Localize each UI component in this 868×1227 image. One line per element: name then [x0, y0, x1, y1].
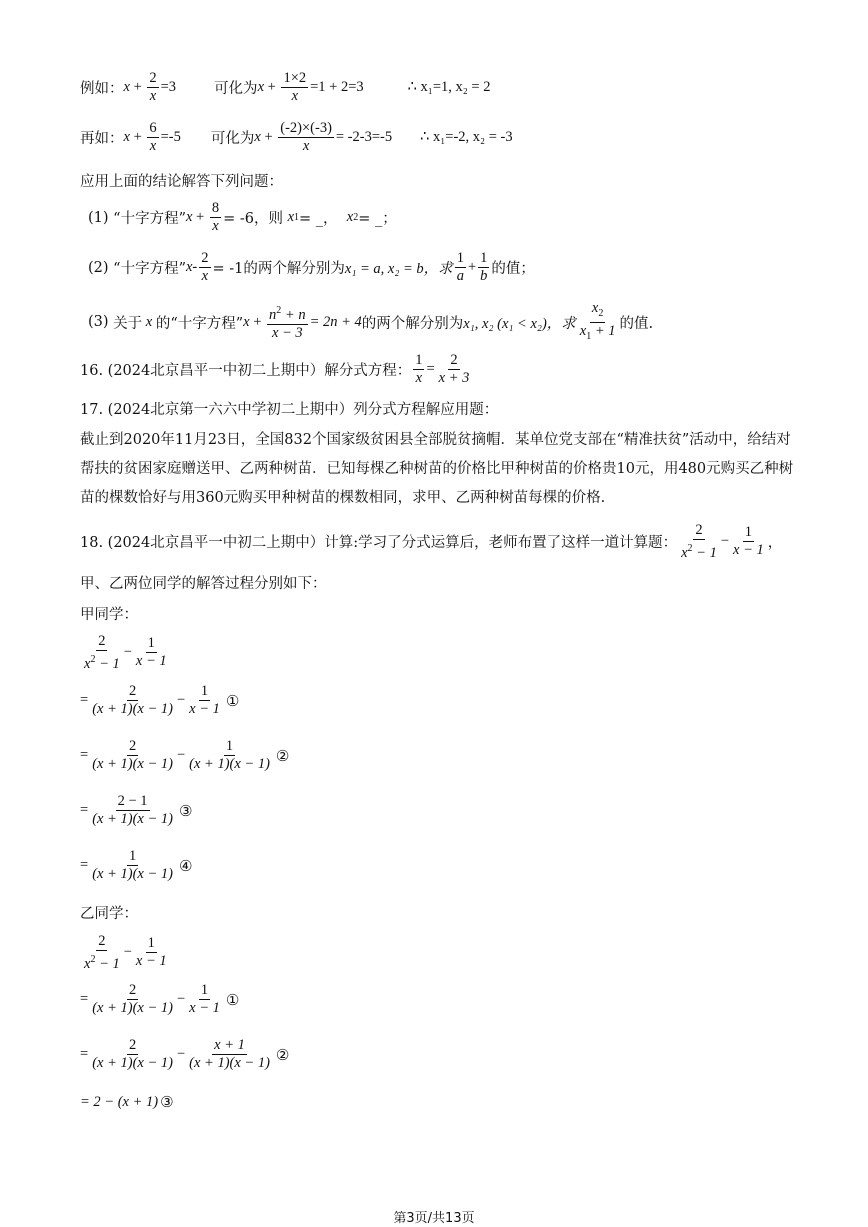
step-marker-4: ④	[178, 856, 193, 875]
question-2: (2) “十字方程” x - $\frac{2}{x}$ = -1的两个解分别为 x₁ = a, x₂ = b，求 1 a + $\frac{1}{b}$ 的值；	[88, 250, 535, 284]
jia-label: 甲同学：	[80, 607, 138, 623]
fraction: $\frac{1}{x - 1}$	[189, 982, 220, 1016]
fraction: $\frac{1\times 2}{x}$	[283, 70, 307, 104]
problem-16-title: 16. (2024北京昌平一中初二上期中）解分式方程：	[80, 363, 412, 379]
yi-step-3-expr: = 2 − (x + 1)	[80, 1093, 159, 1110]
fraction: $\frac{1}{(x + 1)(x - 1)}$	[92, 848, 173, 882]
fraction: $\frac{2}{(x + 1)(x - 1)}$	[92, 982, 173, 1016]
q3-end: 的值.	[619, 315, 654, 332]
yi-label: 乙同学：	[80, 906, 138, 922]
jia-step-2: = $\frac{2}{(x + 1)(x - 1)}$ − $\frac{1}{(x + 1)(x - 1)}$ ②	[80, 738, 290, 772]
q2-solutions: x₁ = a, x₂ = b，求	[344, 261, 453, 277]
example-2-eq: =-5	[160, 129, 181, 145]
q1-x1-blank: = _，	[299, 211, 338, 227]
step-marker-2: ②	[275, 746, 290, 765]
fraction: $\frac{2 - 1}{(x + 1)(x - 1)}$	[92, 793, 173, 827]
intro-text: 应用上面的结论解答下列问题：	[80, 174, 283, 190]
fraction: $\frac{1}{(x + 1)(x - 1)}$	[189, 738, 270, 772]
fraction: $x_2$ $x_1 + 1$	[579, 300, 616, 342]
jia-step-1: = $\frac{2}{(x + 1)(x - 1)}$ − $\frac{1}{x - 1}$ ①	[80, 683, 240, 717]
jia-step-4: = $\frac{1}{(x + 1)(x - 1)}$ ④	[80, 848, 193, 882]
yi-step-2: = $\frac{2}{(x + 1)(x - 1)}$ − $\frac{x + 1}{(x + 1)(x - 1)}$ ②	[80, 1037, 290, 1071]
problem-16: 16. (2024北京昌平一中初二上期中）解分式方程： $\frac{1}{x}$ = $\frac{2}{x + 3}$	[80, 352, 470, 386]
fraction: $\frac{1}{x}$	[415, 352, 423, 386]
q2-number: (2)	[88, 259, 109, 276]
example-1-rhs: =1 + 2=3	[310, 79, 364, 95]
fraction: $\frac{1}{b}$	[480, 250, 488, 284]
fraction: $\frac{(-2)\times(-3)}{x}$	[280, 120, 332, 154]
example-1-eq: =3	[160, 79, 177, 95]
step-marker-3: ③	[160, 1093, 174, 1111]
problem-18-title: 18. (2024北京昌平一中初二上期中）计算:学习了分式运算后，老师布置了这样一道计算题：	[80, 535, 678, 552]
fraction: 1 a	[456, 250, 464, 284]
step-marker-1: ①	[225, 691, 240, 710]
fraction: 2 $x^2 - 1$	[84, 633, 120, 672]
q1-mid: = -6，则	[223, 211, 283, 227]
jia-step-0: 2 $x^2 - 1$ − $\frac{1}{x - 1}$	[84, 633, 167, 672]
fraction: $\frac{n^2 + n}{x - 3}$	[267, 302, 308, 342]
question-1: (1) “十字方程” x + $\frac{8}{x}$ = -6，则 x 1 = _， x 2 = _；	[88, 200, 397, 234]
q1-x2-blank: = _；	[358, 211, 397, 227]
problem-17-body: 截止到2020年11月23日，全国832个国家级贫困县全部脱贫摘帽．某单位党支部在“精准扶贫”活动中，给结对帮扶的贫困家庭赠送甲、乙两种树苗．已知每棵乙种树苗的价格比甲种树苗的价格贵10元，用480元购买乙种树苗的棵数恰好与用360元购买甲种树苗的棵数相同，求甲、乙两种树苗每棵的价格.	[80, 432, 794, 506]
step-marker-2: ②	[275, 1045, 290, 1064]
yi-step-1: = $\frac{2}{(x + 1)(x - 1)}$ − $\frac{1}{x - 1}$ ①	[80, 982, 240, 1016]
q2-end: 的值；	[491, 261, 535, 277]
problem-17-title: 17. (2024北京第一六六中学初二上期中）列分式方程解应用题：	[80, 402, 499, 418]
q1-prefix: “十字方程”	[113, 211, 186, 227]
jia-step-3: = $\frac{2 - 1}{(x + 1)(x - 1)}$ ③	[80, 793, 193, 827]
fraction: 2 $x^2 - 1$	[84, 933, 120, 972]
yi-step-3	[80, 1093, 174, 1111]
q3-rhs: = 2n + 4	[309, 313, 362, 330]
example-1-conv: 可化为	[214, 81, 258, 97]
example-1: 例如： x + $\frac{2}{x}$ =3 可化为 x + $\frac{1\times 2}{x}$ =1 + 2=3 ∴ x₁=1, x₂ = 2	[80, 70, 491, 104]
q3-solutions: x₁, x₂ (x₁ < x₂)，求	[463, 315, 576, 332]
fraction: $\frac{2}{x + 3}$	[438, 352, 470, 386]
fraction: $\frac{1}{x - 1}$	[733, 524, 764, 559]
q2-prefix: “十字方程”	[113, 261, 186, 277]
fraction: $\frac{x + 1}{(x + 1)(x - 1)}$	[189, 1037, 270, 1071]
fraction: $\frac{2}{(x + 1)(x - 1)}$	[92, 1037, 173, 1071]
q3-prefix: 关于	[113, 315, 143, 332]
fraction: $\frac{2}{(x + 1)(x - 1)}$	[92, 738, 173, 772]
q3-prefix2: 的“十字方程”	[155, 315, 244, 332]
step-marker-3: ③	[178, 801, 193, 820]
question-3: (3) 关于 x 的“十字方程” x + $\frac{n^2 + n}{x - 3}$ = 2n + 4 的两个解分别为 x₁, x₂ (x₁ < x₂)，求 $x_2$ $x_1 + 1$ 的值.	[88, 300, 653, 345]
problem-18: 18. (2024北京昌平一中初二上期中）计算:学习了分式运算后，老师布置了这样一道计算题： 2 $x^2 - 1$ − $\frac{1}{x - 1}$ ，	[80, 522, 783, 561]
step-marker-1: ①	[225, 990, 240, 1009]
fraction: 2 $x^2 - 1$	[681, 522, 717, 561]
fraction: $\frac{1}{x - 1}$	[135, 935, 167, 970]
page-footer: 第3页/共13页	[393, 1211, 475, 1226]
fraction: $\frac{6}{x}$	[149, 120, 157, 154]
yi-step-0: 2 $x^2 - 1$ − $\frac{1}{x - 1}$	[84, 933, 167, 972]
example-2-solution: ∴ x₁=-2, x₂ = -3	[420, 129, 513, 145]
q3-mid: 的两个解分别为	[361, 315, 464, 332]
fraction: $\frac{8}{x}$	[211, 200, 220, 234]
example-1-solution: ∴ x₁=1, x₂ = 2	[407, 79, 491, 95]
example-2-rhs: = -2-3=-5	[335, 129, 393, 145]
q3-number: (3)	[88, 314, 109, 331]
example-1-label: 例如：	[80, 81, 124, 97]
problem-18-line2: 甲、乙两位同学的解答过程分别如下：	[80, 576, 327, 592]
example-2-conv: 可化为	[210, 131, 255, 147]
fraction: $\frac{2}{(x + 1)(x - 1)}$	[92, 683, 173, 717]
fraction: $\frac{1}{x - 1}$	[189, 683, 220, 717]
q2-mid: = -1的两个解分别为	[212, 261, 345, 277]
fraction: $\frac{1}{x - 1}$	[135, 635, 167, 670]
fraction: $\frac{2}{x}$	[201, 250, 209, 284]
fraction: $\frac{2}{x}$	[149, 70, 157, 104]
example-2: 再如： x + $\frac{6}{x}$ =-5 可化为 x + $\frac{(-2)\times(-3)}{x}$ = -2-3=-5 ∴ x₁=-2, x₂ = -3	[80, 120, 513, 154]
example-2-label: 再如：	[80, 131, 124, 147]
q1-number: (1)	[88, 209, 109, 226]
